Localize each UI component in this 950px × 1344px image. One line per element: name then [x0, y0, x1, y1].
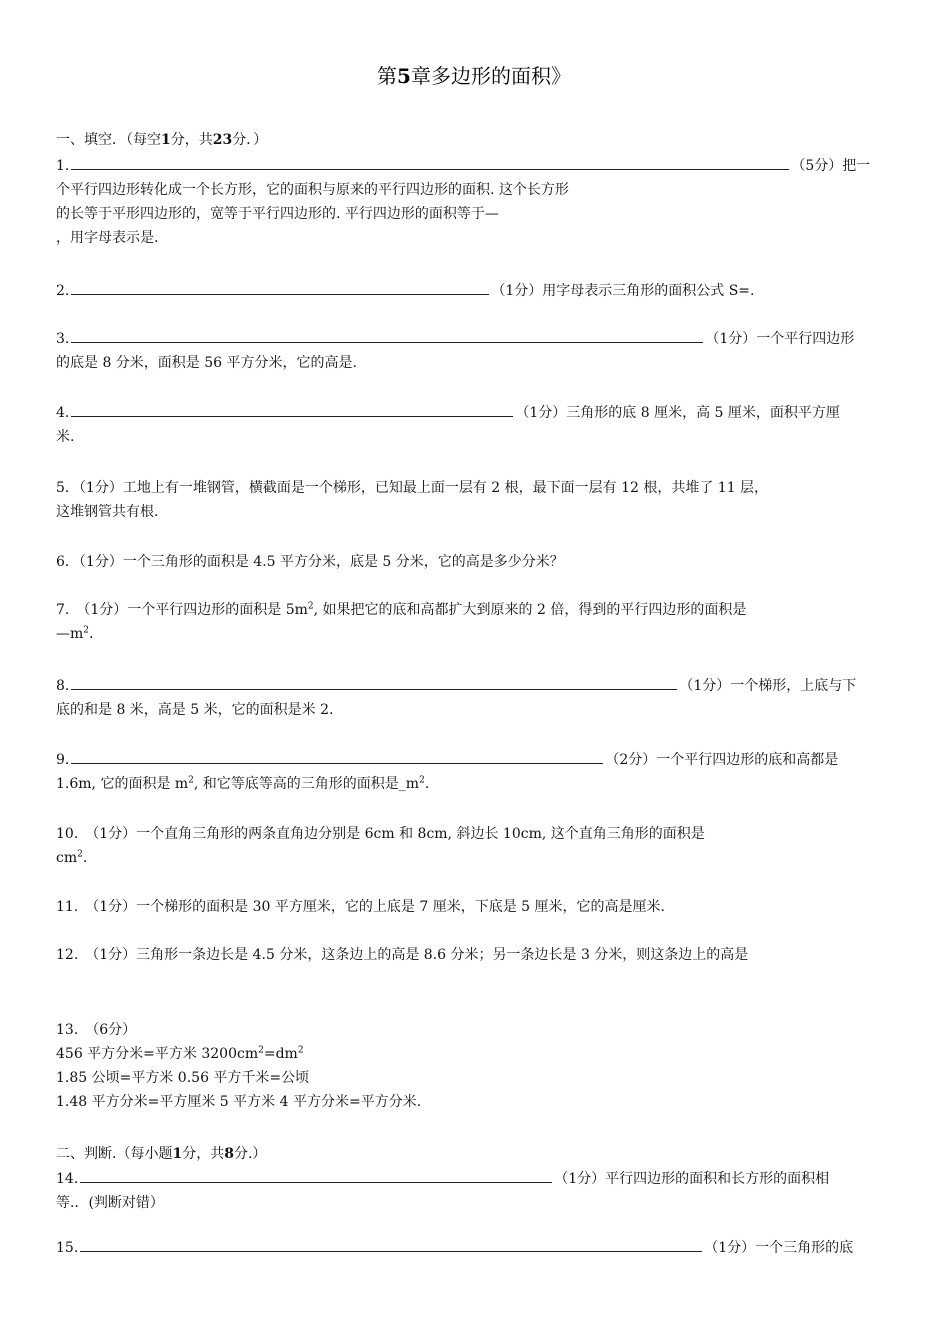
- answer-blank[interactable]: [80, 1235, 702, 1252]
- question-10: 10. （1分）一个直角三角形的两条直角边分别是 6cm 和 8cm, 斜边长 10cm, 这个直角三角形的面积是 $cm^2$.: [56, 826, 705, 866]
- section-heading-judge: 二、判断.（每小题1分，共8分.）: [56, 1146, 267, 1162]
- answer-blank[interactable]: [71, 673, 677, 690]
- question-2: 2. （1分）用字母表示三角形的面积公式 S=.: [56, 278, 892, 303]
- answer-blank[interactable]: [71, 326, 703, 343]
- answer-blank[interactable]: [71, 278, 489, 295]
- question-8: 8. （1分）一个梯形，上底与下 底的和是 8 米，高是 5 米，它的面积是米 2.: [56, 673, 892, 722]
- question-15: 15. （1分）一个三角形的底: [56, 1235, 892, 1260]
- question-1: 1. （5分）把一 个平行四边形转化成一个长方形，它的面积与原来的平行四边形的面积. 这个长方形 的长等于平形四边形的，宽等于平行四边形的. 平行四边形的面积等于— ，用字母表示是.: [56, 153, 892, 250]
- question-9: 9. （2分）一个平行四边形的底和高都是 1.6m, 它的面积是 $m^2$, 和它等底等高的三角形的面积是$\_m^2$.: [56, 747, 892, 796]
- question-12: 12. （1分）三角形一条边长是 4.5 分米，这条边上的高是 8.6 分米；另一条边长是 3 分米，则这条边上的高是: [56, 947, 749, 963]
- question-5: 5．（1分）工地上有一堆钢管，横截面是一个梯形，已知最上面一层有 2 根，最下面一层有 12 根，共堆了 11 层， 这堆钢管共有根.: [56, 480, 769, 520]
- page-title: 第5章多边形的面积》: [377, 64, 571, 88]
- question-6: 6．（1分）一个三角形的面积是 4.5 平方分米，底是 5 分米，它的高是多少分米？: [56, 554, 564, 570]
- answer-blank[interactable]: [71, 153, 789, 170]
- answer-blank[interactable]: [71, 400, 513, 417]
- question-14: 14. （1分）平行四边形的面积和长方形的面积相 等.．(判断对错）: [56, 1166, 892, 1215]
- question-13: 13. （6分） 456 平方分米=平方米 $3200cm^2=dm^2$ 1.85 公顷=平方米 0.56 平方千米=公顷 1.48 平方分米=平方厘米 5 平方米 4 平方分米=平方分米.: [56, 1022, 422, 1110]
- question-4: 4. （1分）三角形的底 8 厘米，高 5 厘米，面积平方厘 米.: [56, 400, 892, 449]
- answer-blank[interactable]: [80, 1166, 552, 1183]
- section-heading-fill: 一、填空．（每空1分，共23分．）: [56, 132, 268, 148]
- question-3: 3. （1分）一个平行四边形 的底是 8 分米，面积是 56 平方分米，它的高是.: [56, 326, 892, 375]
- question-7: 7. （1分）一个平行四边形的面积是 $5m^2$, 如果把它的底和高都扩大到原来的 2 倍，得到的平行四边形的面积是 $—m^2$.: [56, 601, 747, 642]
- question-11: 11. （1分）一个梯形的面积是 30 平方厘米，它的上底是 7 厘米，下底是 5 厘米，它的高是厘米.: [56, 899, 665, 915]
- answer-blank[interactable]: [71, 747, 603, 764]
